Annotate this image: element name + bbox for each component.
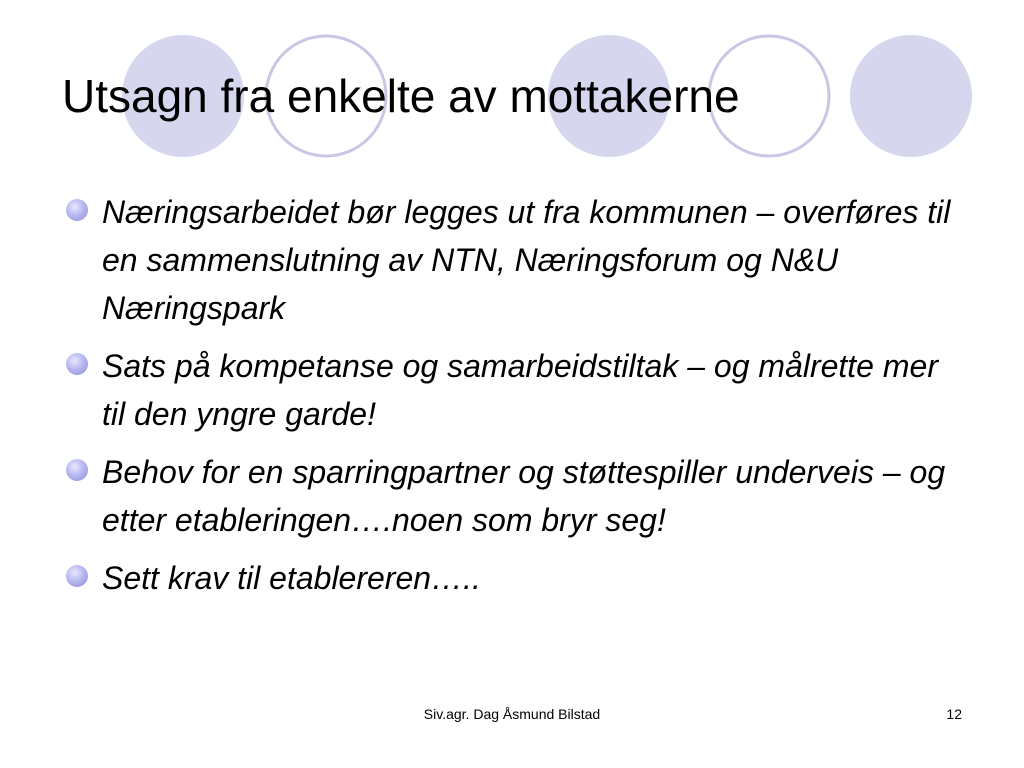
- bullet-icon: [66, 199, 88, 221]
- bullet-text: Næringsarbeidet bør legges ut fra kommunen – overføres til en sammenslutning av NTN, Næringsforum og N&U Næringspark: [102, 194, 951, 326]
- bullet-text: Sats på kompetanse og samarbeidstiltak – og målrette mer til den yngre garde!: [102, 348, 938, 432]
- slide-number: 12: [946, 706, 962, 722]
- bullet-list: [0, 188, 1024, 612]
- bullet-icon: [66, 353, 88, 375]
- bullet-icon: [66, 565, 88, 587]
- bullet-icon: [66, 459, 88, 481]
- slide-title: Utsagn fra enkelte av mottakerne: [62, 70, 740, 122]
- bullet-item: [0, 188, 962, 332]
- bullet-text: Behov for en sparringpartner og støttespiller underveis – og etter etableringen….noen som bryr seg!: [102, 454, 946, 538]
- bullet-item: [0, 342, 962, 438]
- bullet-item: [0, 554, 962, 602]
- bullet-text: Sett krav til etablereren…..: [102, 560, 481, 596]
- footer-author: Siv.agr. Dag Åsmund Bilstad: [423, 706, 601, 722]
- bullet-item: [0, 448, 962, 544]
- filled-circle: [850, 35, 972, 157]
